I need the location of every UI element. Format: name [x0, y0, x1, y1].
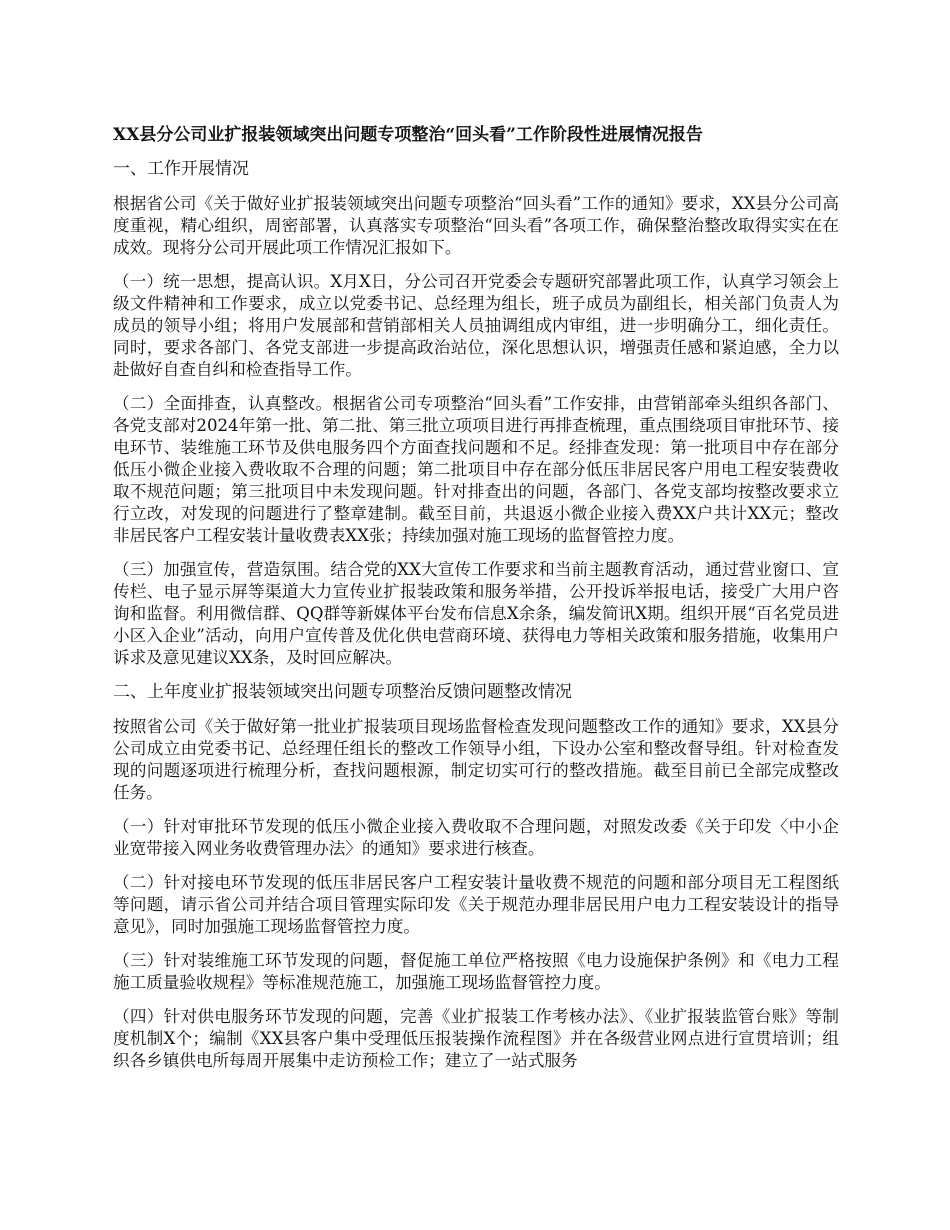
paragraph: （四）针对供电服务环节发现的问题，完善《业扩报装工作考核办法》、《业扩报装监管台账》等制度机制X个；编制《XX县客户集中受理低压报装操作流程图》并在各级营业网点进行宣贯培训；组织各乡镇供电所每周开展集中走访预检工作；建立了一站式服务 [113, 1007, 839, 1070]
paragraph: （二）全面排查，认真整改。根据省公司专项整治“回头看”工作安排，由营销部牵头组织各部门、各党支部对2024年第一批、第二批、第三批立项项目进行再排查梳理，重点围绕项目审批环节、接电环节、装维施工环节及供电服务四个方面查找问题和不足。经排查发现：第一批项目中存在部分低压小微企业接入费收取不合理的问题；第二批项目中存在部分低压非居民客户用电工程安装费收取不规范问题；第三批项目中未发现问题。针对排查出的问题，各部门、各党支部均按整改要求立行立改，对发现的问题进行了整章建制。截至目前，共退返小微企业接入费XX户共计XX元；整改非居民客户工程安装计量收费表XX张；持续加强对施工现场的监督管控力度。 [113, 394, 839, 545]
section-heading-1: 一、工作开展情况 [113, 159, 249, 179]
paragraph: （一）统一思想，提高认识。X月X日，分公司召开党委会专题研究部署此项工作，认真学习领会上级文件精神和工作要求，成立以党委书记、总经理为组长，班子成员为副组长，相关部门负责人为成员的领导小组；将用户发展部和营销部相关人员抽调组成内审组，进一步明确分工，细化责任。同时，要求各部门、各党支部进一步提高政治站位，深化思想认识，增强责任感和紧迫感，全力以赴做好自查自纠和检查指导工作。 [113, 272, 839, 379]
document-title: XX县分公司业扩报装领域突出问题专项整治“回头看”工作阶段性进展情况报告 [113, 125, 703, 145]
paragraph: （三）针对装维施工环节发现的问题，督促施工单位严格按照《电力设施保护条例》和《电力工程施工质量验收规程》等标准规范施工，加强施工现场监督管控力度。 [113, 951, 839, 992]
paragraph: 按照省公司《关于做好第一批业扩报装项目现场监督检查发现问题整改工作的通知》要求，XX县分公司成立由党委书记、总经理任组长的整改工作领导小组，下设办公室和整改督导组。针对检查发现的问题逐项进行梳理分析，查找问题根源，制定切实可行的整改措施。截至目前已全部完成整改任务。 [113, 717, 839, 802]
section-heading-2: 二、上年度业扩报装领域突出问题专项整治反馈问题整改情况 [113, 682, 572, 702]
paragraph: （二）针对接电环节发现的低压非居民客户工程安装计量收费不规范的问题和部分项目无工程图纸等问题，请示省公司并结合项目管理实际印发《关于规范办理非居民用户电力工程安装设计的指导意见》，同时加强施工现场监督管控力度。 [113, 873, 839, 936]
paragraph: （三）加强宣传，营造氛围。结合党的XX大宣传工作要求和当前主题教育活动，通过营业窗口、宣传栏、电子显示屏等渠道大力宣传业扩报装政策和服务举措，公开投诉举报电话，接受广大用户咨询和监督。利用微信群、QQ群等新媒体平台发布信息X余条，编发简讯X期。组织开展“百名党员进小区入企业”活动，向用户宣传普及优化供电营商环境、获得电力等相关政策和服务措施，收集用户诉求及意见建议XX条，及时回应解决。 [113, 560, 839, 667]
paragraph: （一）针对审批环节发现的低压小微企业接入费收取不合理问题，对照发改委《关于印发〈中小企业宽带接入网业务收费管理办法〉的通知》要求进行核查。 [113, 817, 839, 858]
paragraph: 根据省公司《关于做好业扩报装领域突出问题专项整治“回头看”工作的通知》要求，XX县分公司高度重视，精心组织，周密部署，认真落实专项整治“回头看”各项工作，确保整治整改取得实实在在成效。现将分公司开展此项工作情况汇报如下。 [113, 194, 839, 257]
document-page [113, 124, 839, 1084]
